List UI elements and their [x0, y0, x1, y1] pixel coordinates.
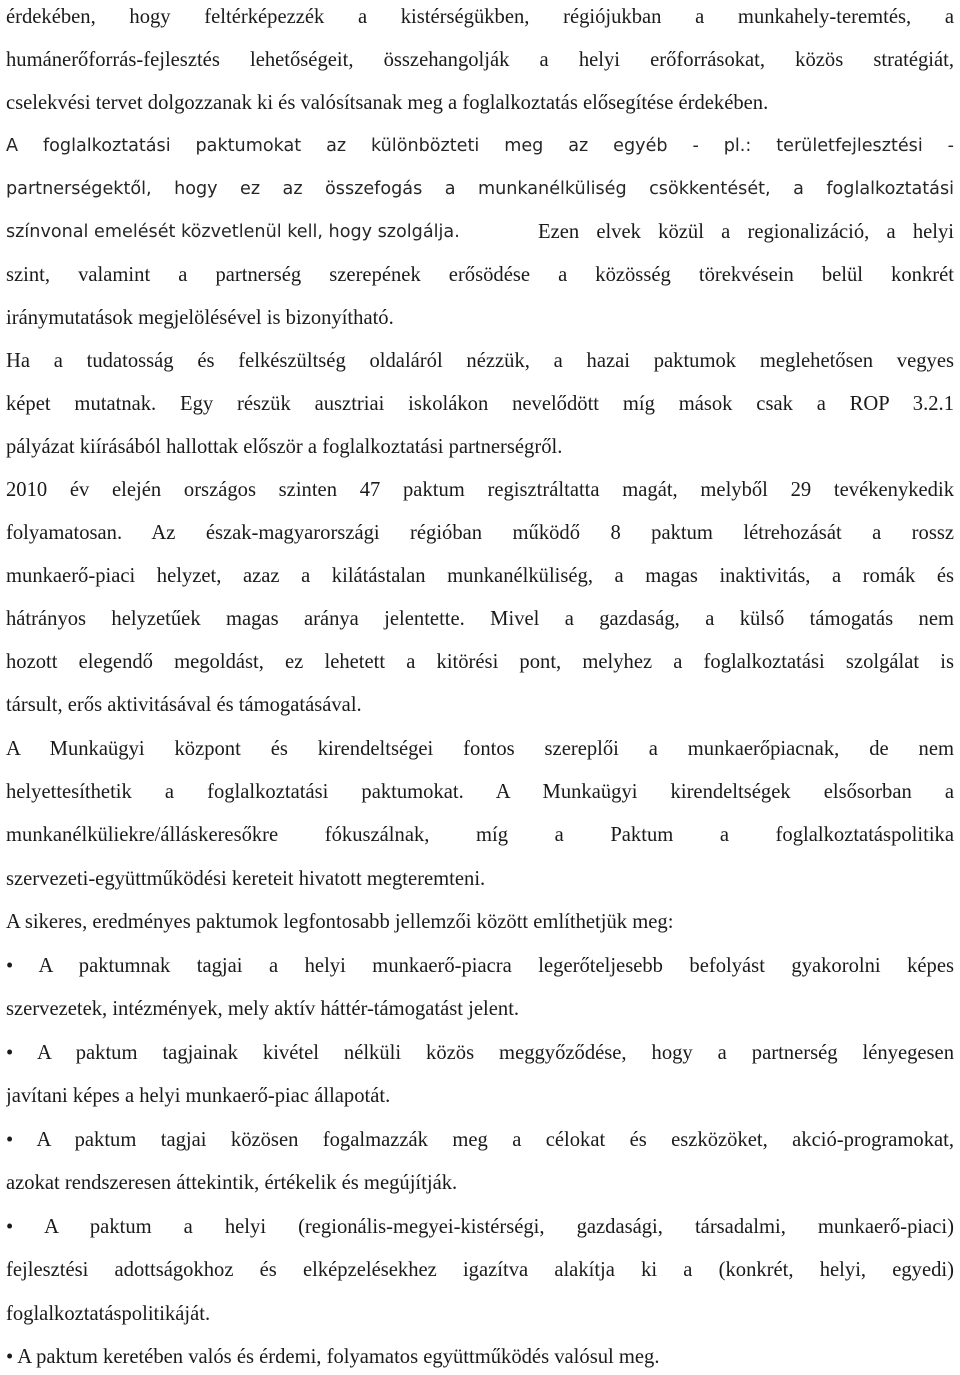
text-line: munkaerő-piaci helyzet, azaz a kilátástalan munkanélküliség, a magas inaktivitás, a romák és: [6, 565, 954, 587]
text-line: folyamatosan. Az észak-magyarországi régióban működő 8 paktum létrehozását a rossz: [6, 522, 954, 544]
text-line: munkanélküliekre/álláskeresőkre fókuszálnak, míg a Paktum a foglalkoztatáspolitika: [6, 824, 954, 846]
text-line: cselekvési tervet dolgozzanak ki és valósítsanak meg a foglalkoztatás elősegítése érdekében.: [6, 92, 769, 114]
bullet-item-line: azokat rendszeresen áttekintik, értékelik és megújítják.: [6, 1172, 458, 1194]
text-line: érdekében, hogy feltérképezzék a kistérségükben, régiójukban a munkahely-teremtés, a: [6, 6, 954, 28]
bullet-item-line: fejlesztési adottságokhoz és elképzelésekhez igazítva alakítja ki a (konkrét, helyi, egyedi): [6, 1259, 954, 1281]
text-line: képet mutatnak. Egy részük ausztriai iskolákon nevelődött míg mások csak a ROP 3.2.1: [6, 393, 954, 415]
text-line: helyettesíthetik a foglalkoztatási paktumokat. A Munkaügyi kirendeltségek elsősorban a: [6, 781, 954, 803]
text-line: Ezen elvek közül a regionalizáció, a helyi: [538, 221, 954, 243]
bullet-item-line: • A paktum keretében valós és érdemi, folyamatos együttműködés valósul meg.: [6, 1346, 660, 1368]
text-line: hozott elegendő megoldást, ez lehetett a kitörési pont, melyhez a foglalkoztatási szolgálat is: [6, 651, 954, 673]
text-line: 2010 év elején országos szinten 47 paktum regisztráltatta magát, melyből 29 tevékenykedik: [6, 479, 954, 501]
bullet-item-line: • A paktumnak tagjai a helyi munkaerő-piacra legerőteljesebb befolyást gyakorolni képes: [6, 955, 954, 977]
bullet-item-line: foglalkoztatáspolitikáját.: [6, 1303, 211, 1325]
bullet-item-line: • A paktum tagjainak kivétel nélküli közös meggyőződése, hogy a partnerség lényegesen: [6, 1042, 954, 1064]
text-line: iránymutatások megjelölésével is bizonyítható.: [6, 307, 394, 329]
text-line: szervezeti-együttműködési kereteit hivatott megteremteni.: [6, 868, 486, 890]
bullet-item-line: javítani képes a helyi munkaerő-piac állapotát.: [6, 1085, 391, 1107]
text-line: színvonal emelését közvetlenül kell, hogy szolgálja.: [6, 222, 460, 242]
text-line: hátrányos helyzetűek magas aránya jelentette. Mivel a gazdaság, a külső támogatás nem: [6, 608, 954, 630]
bullet-item-line: szervezetek, intézmények, mely aktív háttér-támogatást jelent.: [6, 998, 520, 1020]
text-line: A foglalkoztatási paktumokat az különbözteti meg az egyéb - pl.: területfejlesztési -: [6, 136, 954, 156]
text-line: Ha a tudatosság és felkészültség oldaláról nézzük, a hazai paktumok meglehetősen vegyes: [6, 350, 954, 372]
text-line: partnerségektől, hogy ez az összefogás a munkanélküliség csökkentését, a foglalkoztatási: [6, 179, 954, 199]
bullet-item-line: • A paktum tagjai közösen fogalmazzák meg a célokat és eszközöket, akció-programokat,: [6, 1129, 954, 1151]
text-line: A Munkaügyi központ és kirendeltségei fontos szereplői a munkaerőpiacnak, de nem: [6, 738, 954, 760]
text-line: társult, erős aktivitásával és támogatásával.: [6, 694, 362, 716]
bullet-item-line: • A paktum a helyi (regionális-megyei-kistérségi, gazdasági, társadalmi, munkaerő-piaci): [6, 1216, 954, 1238]
text-line: A sikeres, eredményes paktumok legfontosabb jellemzői között említhetjük meg:: [6, 911, 674, 933]
text-line: humánerőforrás-fejlesztés lehetőségeit, összehangolják a helyi erőforrásokat, közös stratégiát,: [6, 49, 954, 71]
text-line: szint, valamint a partnerség szerepének erősödése a közösség törekvésein belül konkrét: [6, 264, 954, 286]
text-line: pályázat kiírásából hallottak először a foglalkoztatási partnerségről.: [6, 436, 563, 458]
